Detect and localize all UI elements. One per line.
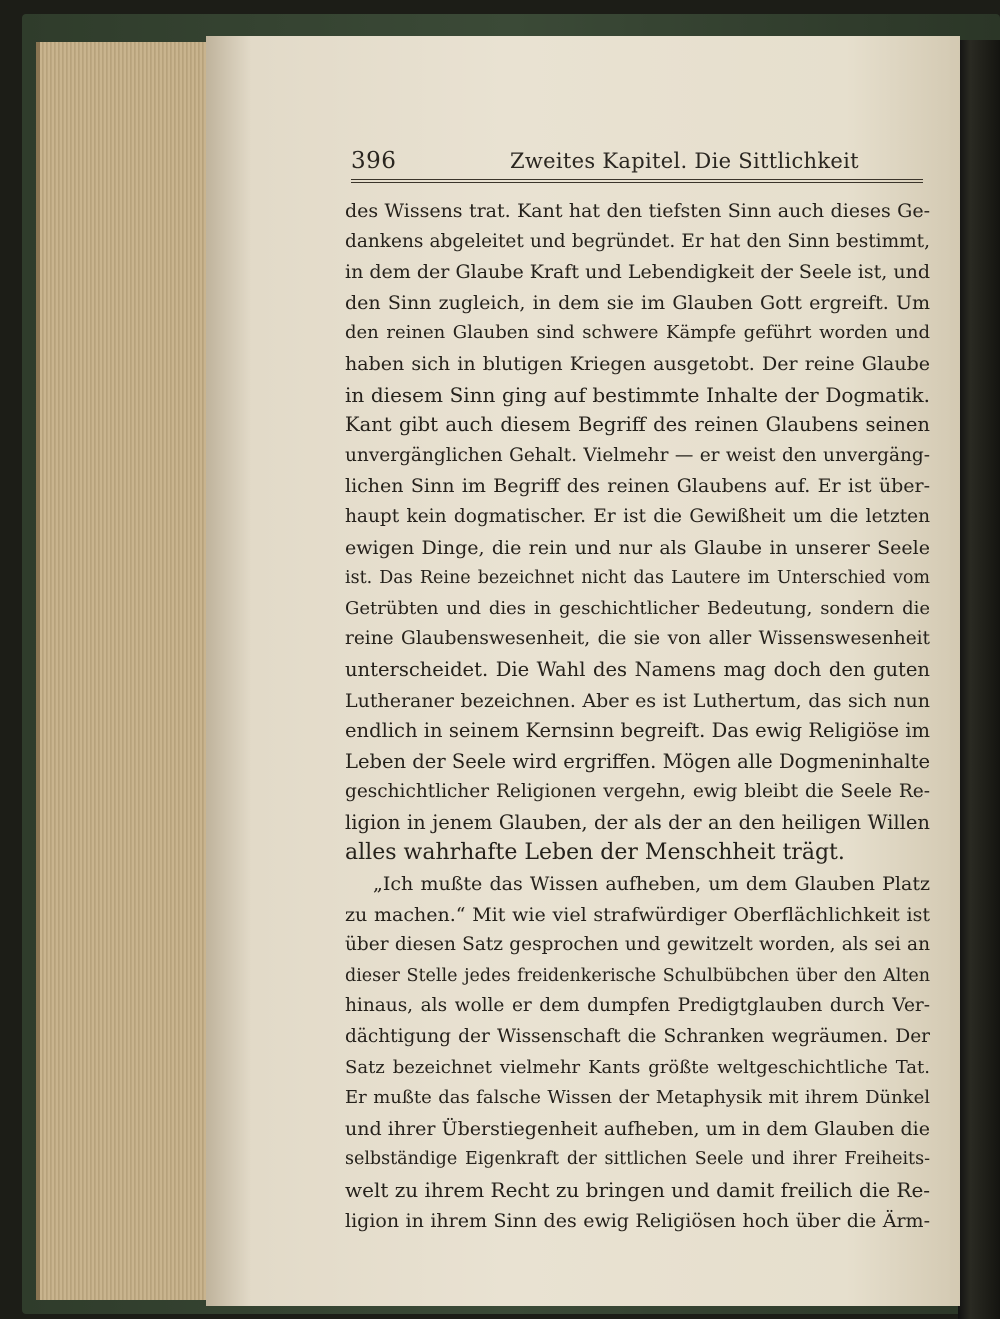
- text-line: unterscheidet. Die Wahl des Namens mag doch den guten: [345, 657, 930, 681]
- text-line: den Sinn zugleich, in dem sie im Glauben Gott ergreift. Um: [345, 291, 930, 314]
- text-line: und ihrer Überstiegenheit aufheben, um in dem Glauben die: [345, 1117, 930, 1140]
- text-line: den reinen Glauben sind schwere Kämpfe geführt worden und: [345, 322, 930, 344]
- text-line: dankens abgeleitet und begründet. Er hat den Sinn bestimmt,: [345, 230, 930, 252]
- body-text: [345, 196, 930, 1236]
- page-header: [351, 148, 923, 178]
- page-number: 396: [351, 148, 397, 174]
- text-line: des Wissens trat. Kant hat den tiefsten Sinn auch dieses Ge-: [345, 200, 930, 222]
- text-line: über diesen Satz gesprochen und gewitzelt worden, als sei an: [345, 934, 930, 956]
- text-line: reine Glaubenswesenheit, die sie von aller Wissenswesenheit: [345, 628, 930, 650]
- text-line: geschichtlicher Religionen vergehn, ewig bleibt die Seele Re-: [345, 781, 930, 803]
- text-line: selbständige Eigenkraft der sittlichen Seele und ihrer Freiheits-: [345, 1149, 930, 1170]
- text-line: ist. Das Reine bezeichnet nicht das Lautere im Unterschied vom: [345, 568, 930, 589]
- text-line: Satz bezeichnet vielmehr Kants größte weltgeschichtliche Tat.: [345, 1056, 930, 1078]
- book-spine: [958, 40, 1000, 1319]
- text-line: lichen Sinn im Begriff des reinen Glaubens auf. Er ist über-: [345, 475, 930, 498]
- text-line: Er mußte das falsche Wissen der Metaphysik mit ihrem Dünkel: [345, 1087, 930, 1109]
- header-rule: [351, 179, 923, 183]
- running-head: Zweites Kapitel. Die Sittlichkeit: [510, 149, 859, 173]
- text-line: ewigen Dinge, die rein und nur als Glaube in unserer Seele: [345, 536, 930, 559]
- text-line: Kant gibt auch diesem Begriff des reinen Glaubens seinen: [345, 413, 930, 437]
- text-line: Leben der Seele wird ergriffen. Mögen alle Dogmeninhalte: [345, 749, 930, 773]
- text-line: haupt kein dogmatischer. Er ist die Gewißheit um die letzten: [345, 505, 930, 527]
- page-edges: [36, 42, 212, 1300]
- text-line: in diesem Sinn ging auf bestimmte Inhalte der Dogmatik.: [345, 382, 930, 407]
- text-line: ligion in jenem Glauben, der als der an den heiligen Willen: [345, 810, 930, 834]
- text-line: welt zu ihrem Recht zu bringen und damit freilich die Re-: [345, 1178, 931, 1202]
- text-line: dieser Stelle jedes freidenkerische Schulbübchen über den Alten: [345, 965, 930, 986]
- text-line: Lutheraner bezeichnen. Aber es ist Luthertum, das sich nun: [345, 689, 930, 712]
- text-line: unvergänglichen Gehalt. Vielmehr — er weist den unvergäng-: [345, 444, 930, 466]
- text-line: zu machen.“ Mit wie viel strafwürdiger Oberflächlichkeit ist: [345, 903, 930, 926]
- text-line: Getrübten und dies in geschichtlicher Bedeutung, sondern die: [345, 597, 930, 619]
- paragraph-end-line: alles wahrhafte Leben der Menschheit trägt.: [345, 840, 845, 866]
- text-line: hinaus, als wolle er dem dumpfen Predigtglauben durch Ver-: [345, 995, 930, 1017]
- text-line: ligion in ihrem Sinn des ewig Religiösen hoch über die Ärm-: [345, 1209, 930, 1232]
- text-line: endlich in seinem Kernsinn begreift. Das ewig Religiöse im: [345, 719, 930, 743]
- paragraph-start-line: „Ich mußte das Wissen aufheben, um dem Glauben Platz: [373, 873, 930, 896]
- text-line: haben sich in blutigen Kriegen ausgetobt. Der reine Glaube: [345, 352, 930, 375]
- text-line: dächtigung der Wissenschaft die Schranken wegräumen. Der: [345, 1026, 930, 1048]
- text-line: in dem der Glaube Kraft und Lebendigkeit der Seele ist, und: [345, 261, 930, 284]
